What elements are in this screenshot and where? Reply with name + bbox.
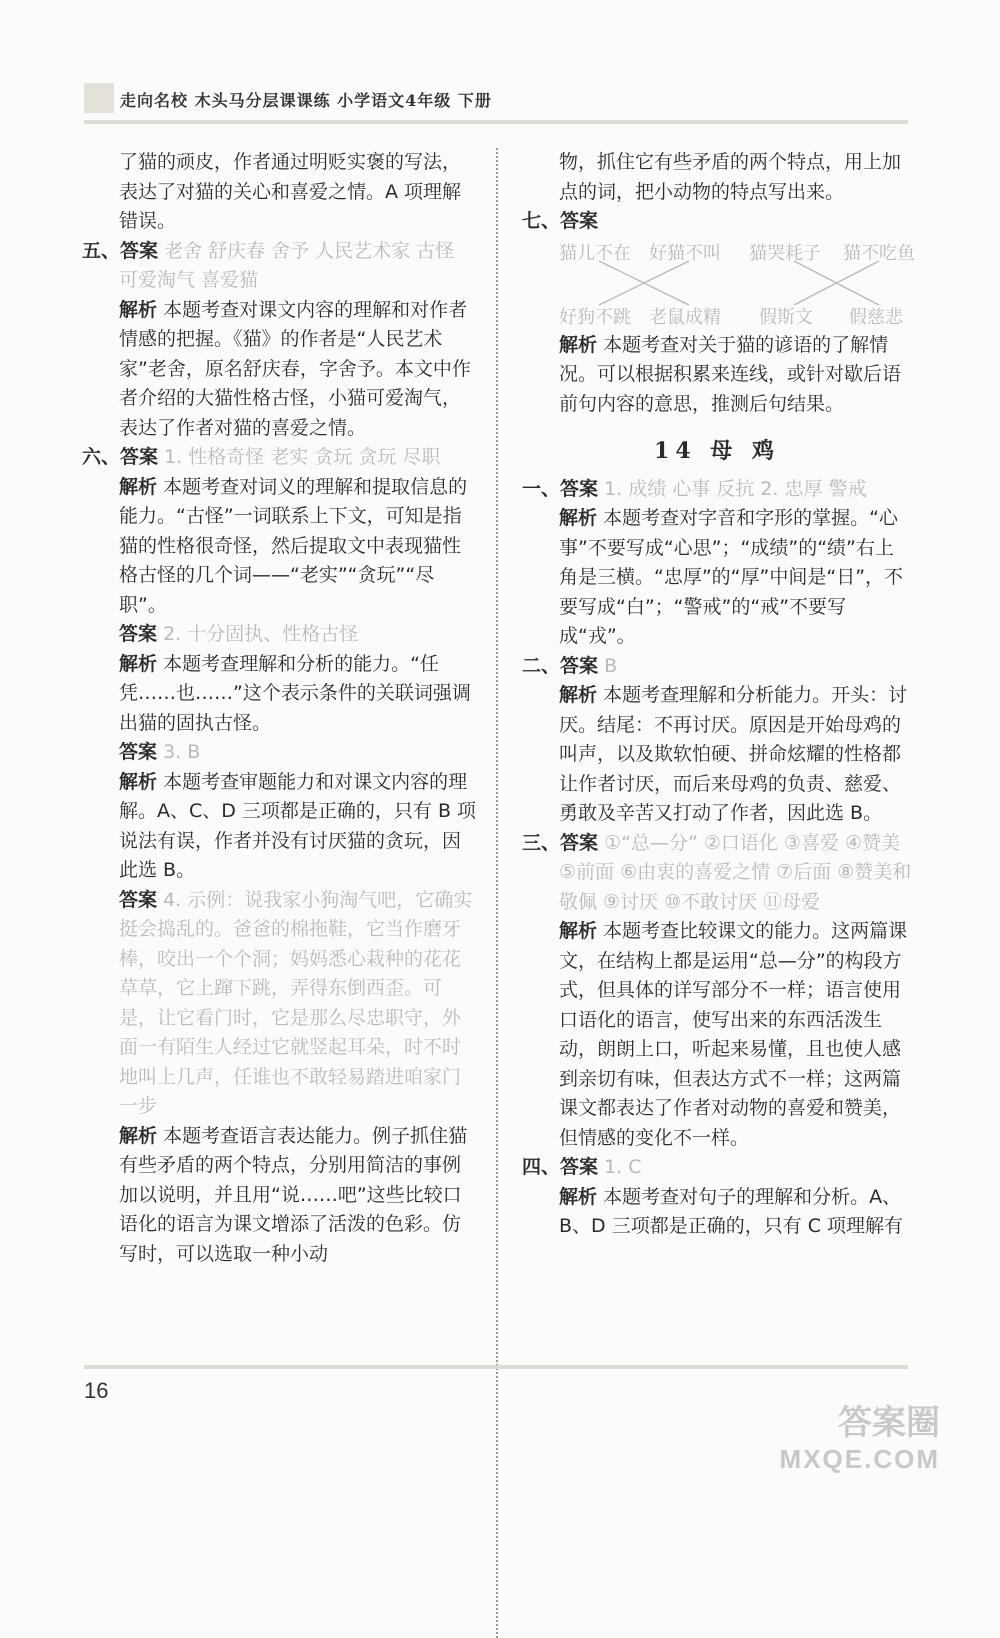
q6-number: 六、 bbox=[82, 446, 121, 468]
l3-answer-text: ①“总—分” ②口语化 ③喜爱 ④赞美 ⑤前面 ⑥由衷的喜爱之情 ⑦后面 ⑧赞美和敬佩 ⑨讨厌 ⑩不敢讨厌 ⑪母爱 bbox=[559, 831, 912, 913]
footer-rule bbox=[84, 1365, 908, 1369]
match-top-item: 猫儿不在 bbox=[559, 242, 631, 264]
l3-number: 三、 bbox=[522, 831, 561, 854]
q6-answer-4-label: 答案 bbox=[119, 888, 158, 911]
l4-answer bbox=[522, 1153, 912, 1183]
q7-answer bbox=[522, 207, 912, 237]
q6-answer-4 bbox=[82, 886, 478, 1122]
q5-analysis-text: 本题考查对课文内容的理解和对作者情感的把握。《猫》的作者是“人民艺术家”老舍，原名舒庆春，字舍予。本文中作者介绍的大猫性格古怪，小猫可爱淘气，表达了作者对猫的喜爱之情。 bbox=[119, 298, 471, 439]
q6-analysis-4-text: 本题考查语言表达能力。例子抓住猫有些矛盾的两个特点，分别用简洁的事例加以说明，并且用“说……吧”这些比较口语化的语言为课文增添了活泼的色彩。仿写时，可以选取一种小动 bbox=[119, 1124, 468, 1265]
q6-analysis-2-label: 解析 bbox=[119, 652, 158, 675]
l1-answer bbox=[522, 475, 912, 505]
q6-analysis-1-label: 解析 bbox=[119, 475, 158, 498]
q6-answer-1 bbox=[82, 443, 478, 473]
l2-number: 二、 bbox=[522, 654, 561, 677]
running-header: 走向名校 木头马分层课课练 小学语文4年级 下册 bbox=[120, 91, 492, 110]
q5-answer-label: 答案 bbox=[120, 239, 159, 262]
match-top-item: 猫不吃鱼 bbox=[843, 242, 915, 264]
q7-analysis bbox=[522, 331, 912, 420]
q6-answer-2-label: 答案 bbox=[119, 623, 158, 645]
l2-analysis-label: 解析 bbox=[559, 684, 598, 706]
q6-analysis-4-label: 解析 bbox=[119, 1124, 158, 1147]
l1-answer-label: 答案 bbox=[560, 477, 599, 500]
q6-analysis-4 bbox=[82, 1122, 478, 1270]
l4-answer-text: 1. C bbox=[604, 1156, 642, 1178]
continued-paragraph: 物，抓住它有些矛盾的两个特点，用上加点的词，把小动物的特点写出来。 bbox=[559, 151, 902, 203]
l1-analysis-label: 解析 bbox=[559, 507, 598, 529]
match-bottom-item: 老鼠成精 bbox=[649, 306, 721, 328]
q6-answer-4-text: 4. 示例：说我家小狗淘气吧，它确实挺会捣乱的。爸爸的棉拖鞋，它当作磨牙棒，咬出一个个洞；妈妈悉心栽种的花花草草，它上蹿下跳，弄得东倒西歪。可是，让它看门时，它是那么尽忠职守，外面一有陌生人经过它就竖起耳朵，时不时地叫上几声，任谁也不敢轻易踏进咱家门一步 bbox=[119, 888, 473, 1117]
q6-answer-3-text: 3. B bbox=[163, 741, 201, 763]
l4-analysis-text: 本题考查对句子的理解和分析。A、B、D 三项都是正确的，只有 C 项理解有 bbox=[559, 1185, 904, 1237]
match-bottom-item: 假慈悲 bbox=[849, 306, 903, 328]
watermark-sub: MXQE.COM bbox=[779, 1444, 940, 1474]
q6-analysis-3-text: 本题考查审题能力和对课文内容的理解。A、C、D 三项都是正确的，只有 B 项说法有误，作者并没有讨厌猫的贪玩，因此选 B。 bbox=[119, 770, 477, 881]
header-decoration bbox=[84, 83, 114, 113]
match-bottom-item: 假斯文 bbox=[759, 306, 813, 328]
lesson-title: 14 母 鸡 bbox=[654, 438, 780, 464]
q6-analysis-3-label: 解析 bbox=[119, 770, 158, 793]
l2-answer bbox=[522, 652, 912, 682]
q7-analysis-label: 解析 bbox=[559, 333, 598, 356]
l4-analysis-label: 解析 bbox=[559, 1185, 598, 1208]
q6-analysis-1 bbox=[82, 473, 478, 621]
l3-analysis-label: 解析 bbox=[559, 920, 598, 942]
l2-answer-text: B bbox=[604, 654, 618, 677]
q5-answer bbox=[82, 237, 478, 296]
q6-answer-2 bbox=[82, 620, 478, 650]
watermark-logo bbox=[780, 1395, 940, 1475]
l4-answer-label: 答案 bbox=[560, 1156, 599, 1178]
intro-paragraph: 了猫的顽皮，作者通过明贬实褒的写法，表达了对猫的关心和喜爱之情。A 项理解错误。 bbox=[119, 151, 462, 232]
watermark-main: 答案圈 bbox=[838, 1404, 940, 1442]
l1-answer-text: 1. 成绩 心事 反抗 2. 忠厚 警戒 bbox=[604, 477, 867, 500]
q6-analysis-2-text: 本题考查理解和分析的能力。“任凭……也……”这个表示条件的关联词强调出猫的固执古怪。 bbox=[119, 652, 471, 734]
l2-analysis bbox=[522, 681, 912, 829]
matching-diagram bbox=[559, 239, 915, 329]
header-rule bbox=[84, 120, 908, 124]
l2-answer-label: 答案 bbox=[560, 654, 599, 677]
l4-analysis bbox=[522, 1183, 912, 1242]
column-divider bbox=[496, 148, 498, 1638]
q6-answer-1-text: 1. 性格奇怪 老实 贪玩 贪玩 尽职 bbox=[164, 446, 441, 468]
q7-number: 七、 bbox=[522, 210, 561, 232]
l1-analysis bbox=[522, 504, 912, 652]
q6-answer-label: 答案 bbox=[120, 446, 159, 468]
l3-analysis bbox=[522, 917, 912, 1153]
page-number: 16 bbox=[84, 1378, 109, 1403]
l1-analysis-text: 本题考查对字音和字形的掌握。“心事”不要写成“心思”；“成绩”的“绩”右上角是三横。“忠厚”的“厚”中间是“日”，不要写成“白”；“警戒”的“戒”不要写成“戎”。 bbox=[559, 507, 904, 647]
l4-number: 四、 bbox=[522, 1156, 561, 1178]
q7-analysis-text: 本题考查对关于猫的谚语的了解情况。可以根据积累来连线，或针对歇后语前句内容的意思，推测后句结果。 bbox=[559, 333, 902, 415]
right-column bbox=[522, 148, 915, 1242]
left-column bbox=[82, 148, 478, 1269]
q6-answer-3 bbox=[82, 738, 478, 768]
q5-analysis bbox=[82, 296, 478, 444]
q6-analysis-3 bbox=[82, 768, 478, 886]
match-top-item: 猫哭耗子 bbox=[749, 242, 821, 264]
q5-analysis-label: 解析 bbox=[119, 298, 158, 321]
l3-analysis-text: 本题考查比较课文的能力。这两篇课文，在结构上都是运用“总—分”的构段方式，但具体的详写部分不一样；语言使用口语化的语言，使写出来的东西活泼生动，朗朗上口，听起来易懂，且也使人感到亲切有味，但表达方式不一样；这两篇课文都表达了作者对动物的喜爱和赞美，但情感的变化不一样。 bbox=[559, 920, 908, 1149]
l3-answer-label: 答案 bbox=[560, 831, 599, 854]
l3-answer bbox=[522, 829, 912, 918]
q6-answer-3-label: 答案 bbox=[119, 741, 158, 763]
q7-answer-label: 答案 bbox=[560, 210, 599, 232]
l1-number: 一、 bbox=[522, 477, 561, 500]
q6-answer-2-text: 2. 十分固执、性格古怪 bbox=[163, 623, 359, 645]
q6-analysis-1-text: 本题考查对词义的理解和提取信息的能力。“古怪”一词联系上下文，可知是指猫的性格很奇怪，然后提取文中表现猫性格古怪的几个词——“老实”“贪玩”“尽职”。 bbox=[119, 475, 468, 616]
q6-analysis-2 bbox=[82, 650, 478, 739]
match-top-item: 好猫不叫 bbox=[649, 242, 721, 264]
q5-number: 五、 bbox=[82, 239, 121, 262]
q5-answer-text: 老舍 舒庆春 舍予 人民艺术家 古怪 可爱淘气 喜爱猫 bbox=[119, 239, 455, 291]
l2-analysis-text: 本题考查理解和分析能力。开头：讨厌。结尾：不再讨厌。原因是开始母鸡的叫声，以及欺软怕硬、拼命炫耀的性格都让作者讨厌，而后来母鸡的负责、慈爱、勇敢及辛苦又打动了作者，因此选 B。 bbox=[559, 684, 908, 824]
match-bottom-item: 好狗不跳 bbox=[559, 306, 631, 328]
